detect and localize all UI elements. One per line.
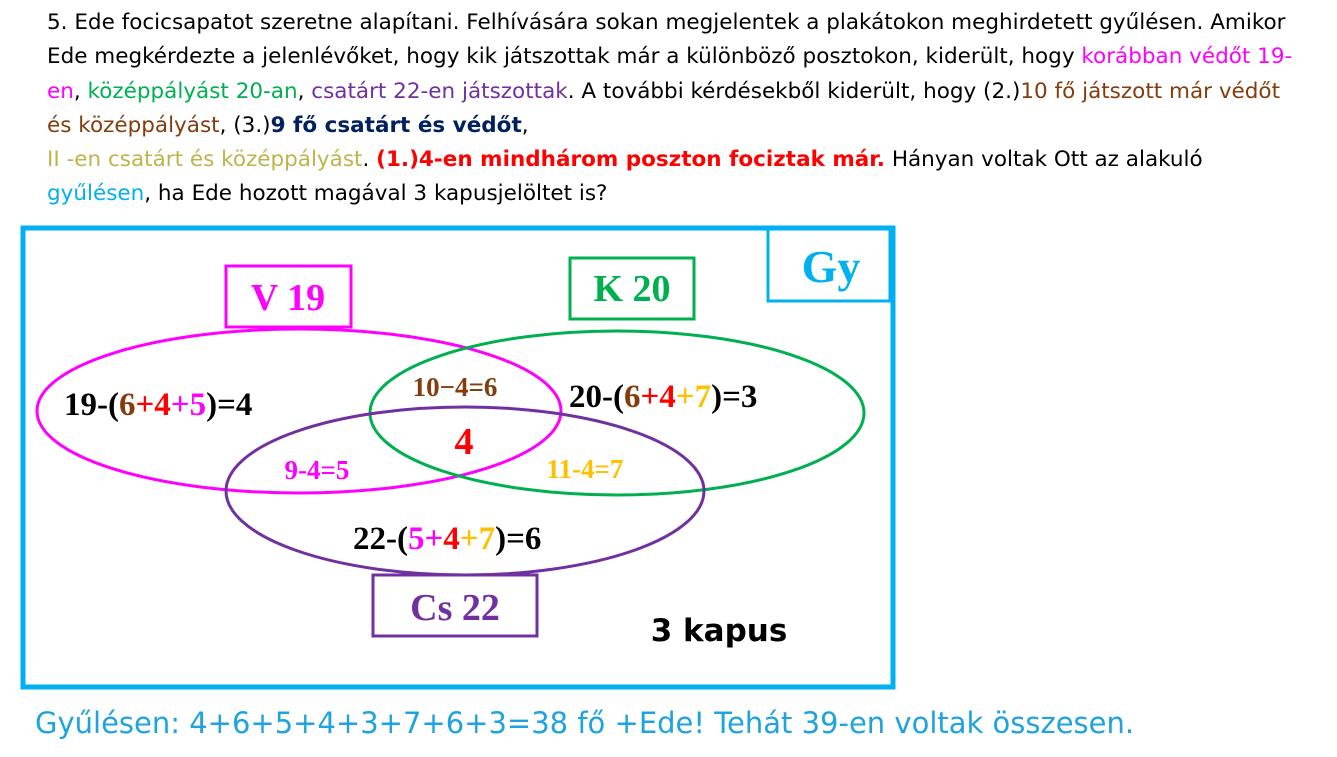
forwards-clause: csatárt 22-en játszottak (311, 78, 568, 104)
v-only-value: 19-(6+4+5)=4 (64, 387, 253, 423)
problem-text-part: , (521, 112, 529, 138)
problem-text-part: 5. Ede focicsapatot szeretne alapítani. Felhívására sokan megjelentek a plakátokon meghirdetett gyűlésen. Amikor Ede megkérdezte a jelenlévőket, hogy kik játszottak már a különböző posztokon, kiderült, hogy (47, 10, 1286, 70)
problem-text-part: , ha Ede hozott magával 3 kapusjelöltet is? (144, 181, 608, 207)
k-only-value: 20-(6+4+7)=3 (569, 379, 758, 415)
set-v-label: V 19 (250, 277, 326, 319)
v-cs-intersection-value: 9-4=5 (284, 455, 350, 485)
problem-text-part: , (297, 78, 312, 104)
v-k-intersection-value: 10−4=6 (412, 372, 498, 402)
answer-text: Gyűlésen: 4+6+5+4+3+7+6+3=38 fő +Ede! Tehát 39-en voltak összesen. (35, 706, 1135, 740)
defenders-clause: korábban védőt 19-en (47, 44, 1293, 104)
meeting-word: gyűlésen (47, 181, 145, 207)
goalkeepers-label: 3 kapus (650, 613, 788, 649)
cs-only-value: 22-(5+4+7)=6 (353, 521, 542, 557)
midfielders-clause: középpályást 20-an (87, 78, 298, 104)
universe-label: Gy (801, 241, 861, 292)
problem-text-part: . A további kérdésekből kiderült, hogy (2.) (567, 78, 1021, 104)
problem-text-part: Hányan voltak Ott az alakuló (884, 147, 1203, 173)
problem-text-part: . (362, 147, 377, 173)
center-intersection-value: 4 (454, 421, 474, 463)
forward-midfielder-clause: II -en csatárt és középpályást (47, 147, 363, 173)
problem-text-part: , (3.) (219, 112, 271, 138)
forward-defender-clause: 9 fő csatárt és védőt (270, 112, 522, 138)
set-cs-label: Cs 22 (410, 587, 500, 629)
problem-text-part: , (73, 78, 88, 104)
k-cs-intersection-value: 11-4=7 (546, 454, 624, 484)
all-three-clause: (1.)4-en mindhárom poszton fociztak már. (376, 147, 885, 173)
set-k-label: K 20 (593, 268, 671, 310)
defender-midfielder-clause: 10 fő játszott már védőt és középpályást (47, 78, 1280, 138)
